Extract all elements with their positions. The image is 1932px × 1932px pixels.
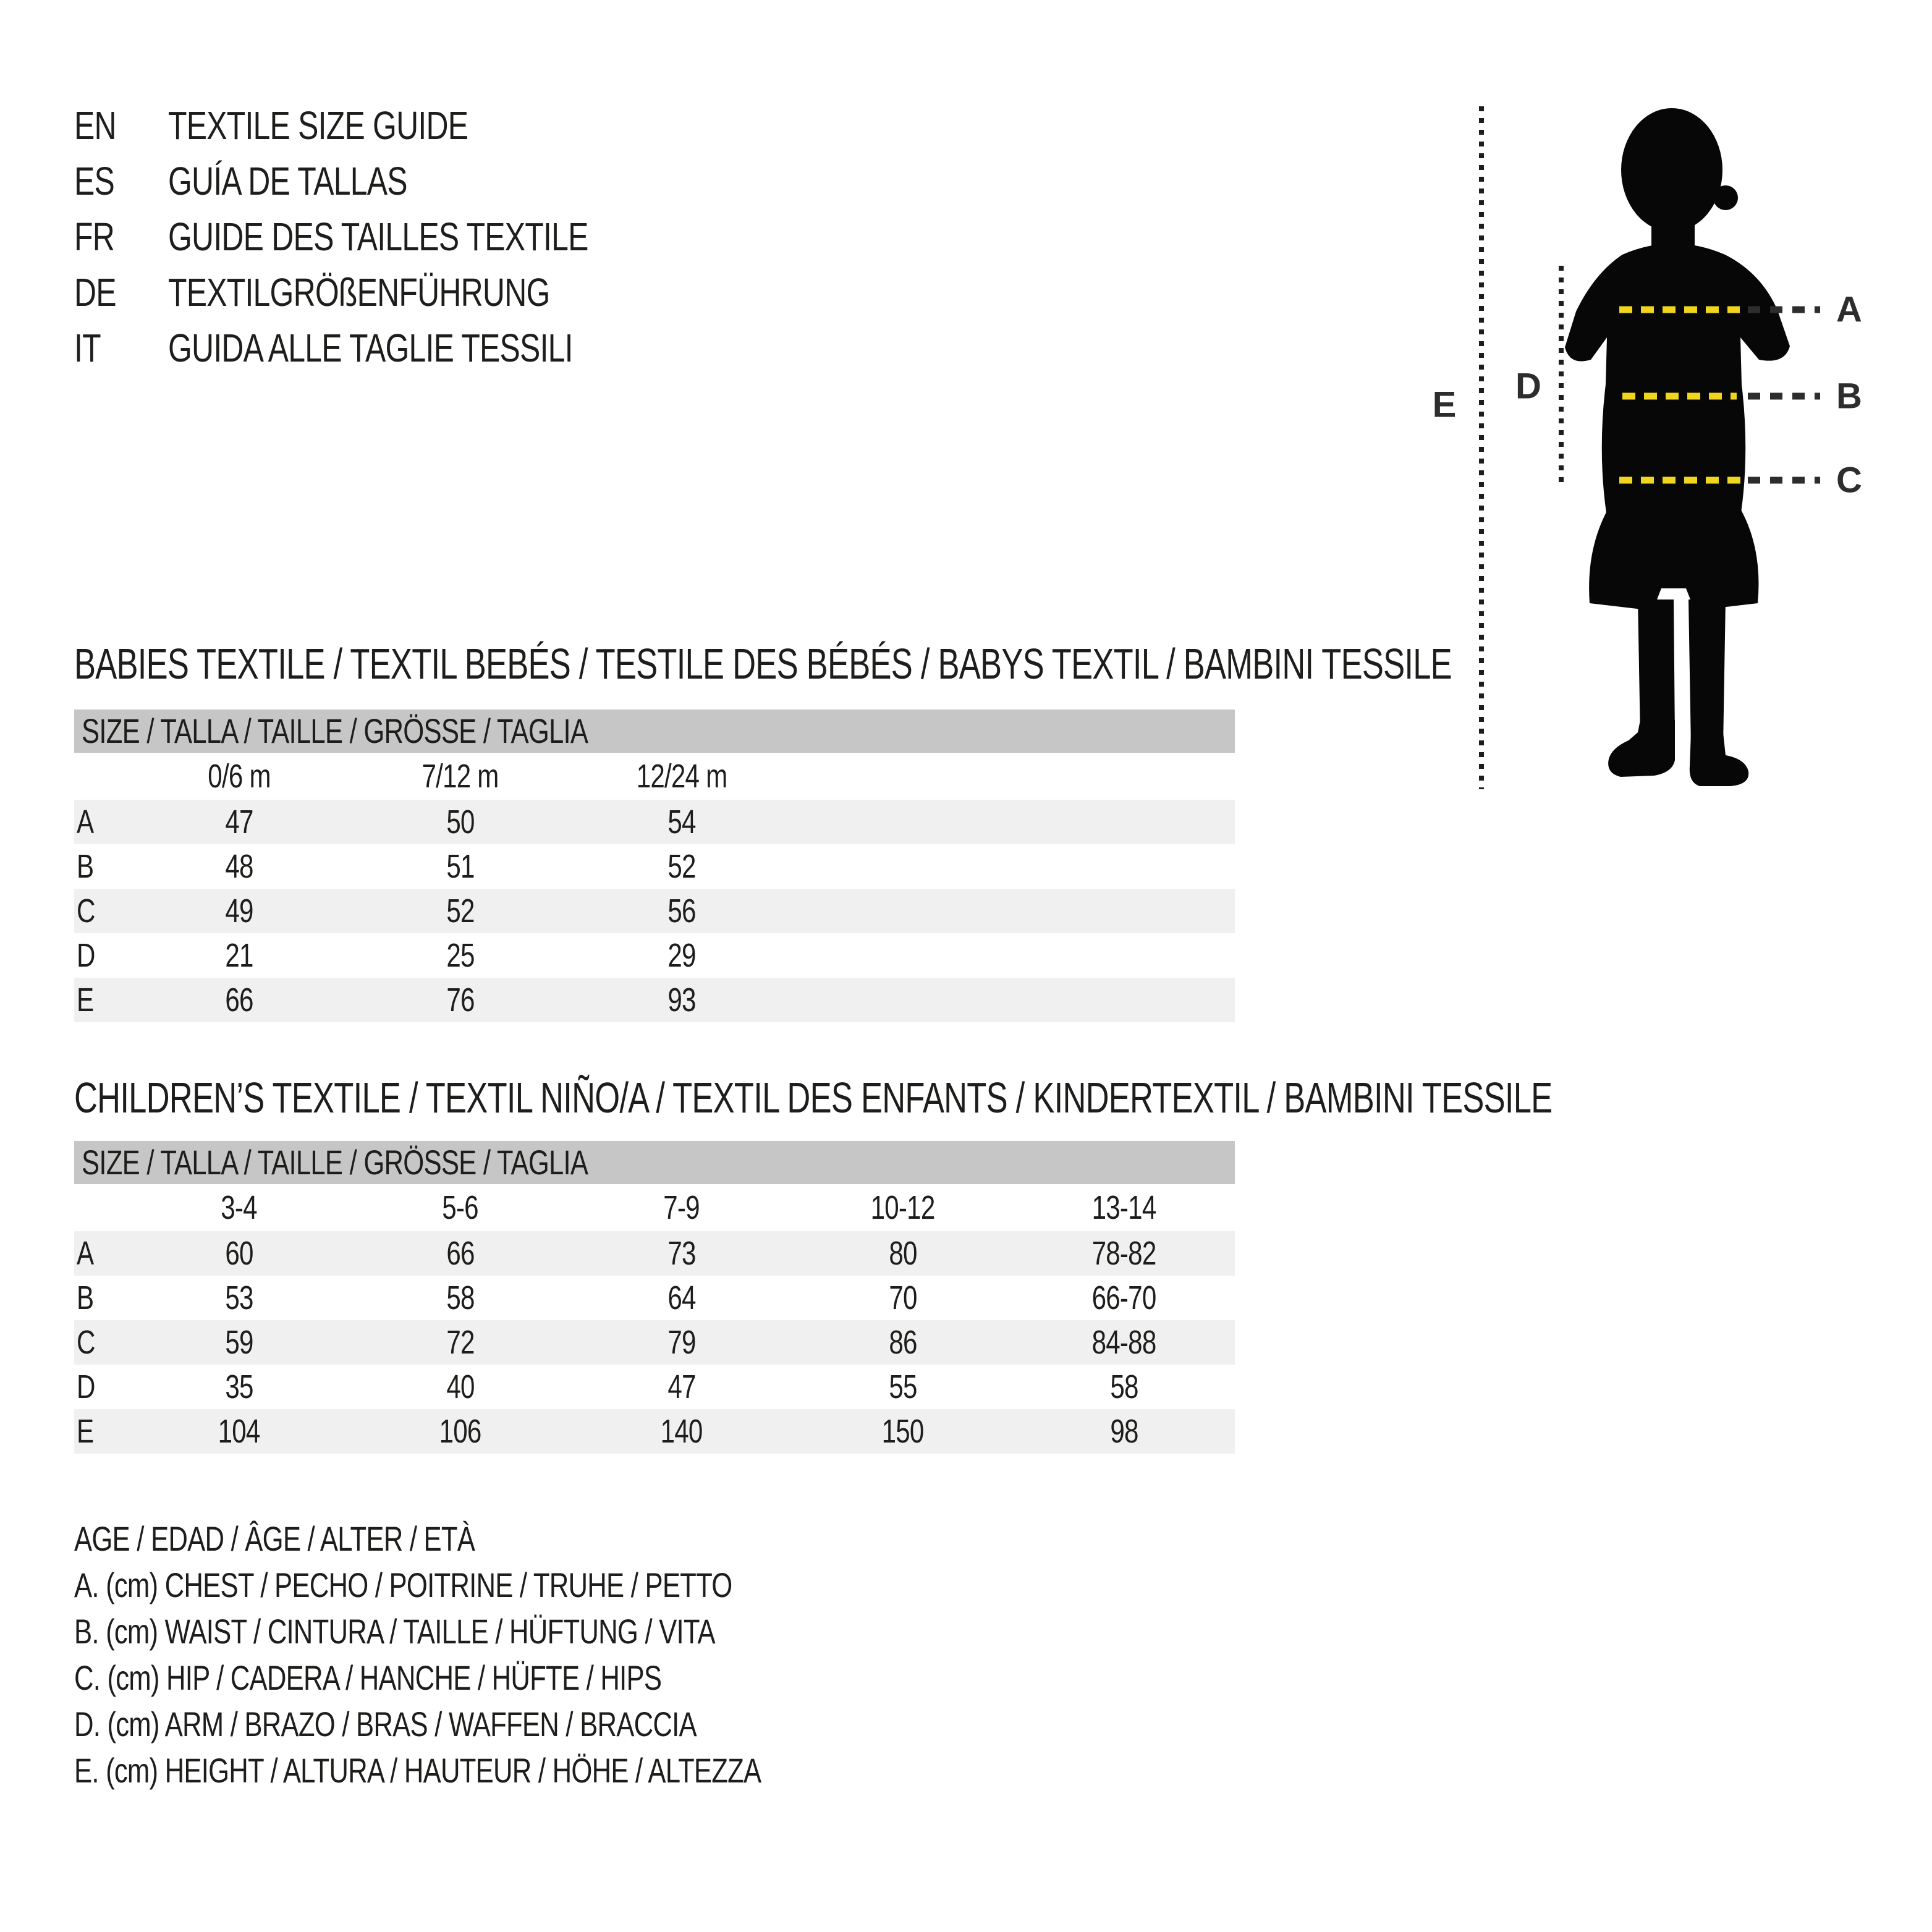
size-value: 21 bbox=[225, 937, 253, 974]
measurement-diagram bbox=[1409, 80, 1932, 1007]
column-header: 0/6 m bbox=[208, 758, 271, 795]
legend-line-hip bbox=[74, 1654, 955, 1701]
legend-line-age bbox=[74, 1515, 955, 1562]
size-value: 58 bbox=[446, 1279, 475, 1316]
size-value: 86 bbox=[889, 1324, 917, 1361]
column-header: 7/12 m bbox=[422, 758, 499, 795]
size-value: 35 bbox=[225, 1368, 253, 1405]
size-value: 40 bbox=[446, 1368, 475, 1405]
legend-text: C. (cm) HIP / CADERA / HANCHE / HÜFTE / HIPS bbox=[74, 1658, 662, 1697]
legend-line-chest bbox=[74, 1562, 955, 1608]
legend-line-height bbox=[74, 1747, 955, 1794]
size-value: 25 bbox=[446, 937, 475, 974]
row-label: B bbox=[77, 848, 94, 885]
babies-size-table bbox=[74, 710, 1235, 1022]
table-row bbox=[74, 978, 1235, 1022]
language-title: GUÍA DE TALLAS bbox=[168, 159, 407, 203]
table-row bbox=[74, 933, 1235, 978]
babies-column-header-row bbox=[74, 753, 1235, 800]
row-label: C bbox=[77, 892, 95, 930]
children-heading-text: CHILDREN’S TEXTILE / TEXTIL NIÑO/A / TEXTIL DES ENFANTS / KINDERTEXTIL / BAMBINI TESSILE bbox=[74, 1074, 1553, 1122]
label-e: E bbox=[1432, 384, 1457, 425]
size-value: 60 bbox=[225, 1235, 253, 1272]
size-value: 47 bbox=[225, 803, 253, 841]
size-value: 52 bbox=[446, 892, 475, 930]
language-row-it bbox=[74, 320, 706, 376]
size-value: 66 bbox=[225, 981, 253, 1019]
language-row-de bbox=[74, 265, 706, 320]
legend-line-waist bbox=[74, 1608, 955, 1654]
size-value: 76 bbox=[446, 981, 475, 1019]
column-header: 5-6 bbox=[442, 1189, 479, 1226]
size-value: 49 bbox=[225, 892, 253, 930]
legend-line-arm bbox=[74, 1701, 955, 1747]
row-label: A bbox=[77, 1235, 94, 1272]
size-value: 70 bbox=[889, 1279, 917, 1316]
table-row bbox=[74, 1365, 1235, 1409]
legend-text: A. (cm) CHEST / PECHO / POITRINE / TRUHE / PETTO bbox=[74, 1566, 732, 1604]
column-header: 7-9 bbox=[663, 1189, 700, 1226]
children-size-table bbox=[74, 1141, 1235, 1454]
babies-table-header-bar bbox=[74, 710, 1235, 753]
size-value: 150 bbox=[882, 1413, 924, 1450]
language-code: FR bbox=[74, 214, 114, 259]
language-row-fr bbox=[74, 209, 706, 265]
size-value: 51 bbox=[446, 848, 475, 885]
language-code: ES bbox=[74, 159, 115, 203]
language-code: DE bbox=[74, 270, 116, 315]
babies-heading-text: BABIES TEXTILE / TEXTIL BEBÉS / TESTILE DES BÉBÉS / BABYS TEXTIL / BAMBINI TESSILE bbox=[74, 640, 1452, 688]
language-title: GUIDE DES TAILLES TEXTILE bbox=[168, 214, 588, 259]
language-code: EN bbox=[74, 103, 116, 148]
label-d: D bbox=[1515, 366, 1541, 407]
table-row bbox=[74, 1320, 1235, 1365]
size-value: 53 bbox=[225, 1279, 253, 1316]
children-table-header-bar bbox=[74, 1141, 1235, 1184]
column-header: 12/24 m bbox=[636, 758, 727, 795]
size-value: 84-88 bbox=[1092, 1324, 1156, 1361]
language-row-en bbox=[74, 98, 706, 153]
label-c: C bbox=[1836, 460, 1862, 501]
legend-text: E. (cm) HEIGHT / ALTURA / HAUTEUR / HÖHE / ALTEZZA bbox=[74, 1751, 761, 1790]
size-value: 55 bbox=[889, 1368, 917, 1405]
label-b: B bbox=[1836, 376, 1862, 417]
language-title: GUIDA ALLE TAGLIE TESSILI bbox=[168, 326, 573, 370]
row-label: E bbox=[77, 1413, 94, 1450]
measurement-legend bbox=[74, 1515, 955, 1794]
size-value: 73 bbox=[667, 1235, 696, 1272]
label-a: A bbox=[1836, 289, 1862, 330]
children-section-heading bbox=[74, 1074, 1932, 1121]
size-value: 78-82 bbox=[1092, 1235, 1156, 1272]
size-value: 54 bbox=[667, 803, 696, 841]
row-label: B bbox=[77, 1279, 94, 1316]
table-row bbox=[74, 800, 1235, 844]
column-header: 10-12 bbox=[871, 1189, 935, 1226]
table-row bbox=[74, 1231, 1235, 1276]
row-label: C bbox=[77, 1324, 95, 1361]
size-value: 66 bbox=[446, 1235, 475, 1272]
column-header: 13-14 bbox=[1092, 1189, 1156, 1226]
language-row-es bbox=[74, 153, 706, 209]
size-value: 80 bbox=[889, 1235, 917, 1272]
table-row bbox=[74, 889, 1235, 933]
size-value: 58 bbox=[1110, 1368, 1138, 1405]
size-value: 98 bbox=[1110, 1413, 1138, 1450]
size-value: 47 bbox=[667, 1368, 696, 1405]
column-header: 3-4 bbox=[221, 1189, 258, 1226]
size-value: 52 bbox=[667, 848, 696, 885]
size-value: 64 bbox=[667, 1279, 696, 1316]
size-value: 79 bbox=[667, 1324, 696, 1361]
size-header-text: SIZE / TALLA / TAILLE / GRÖSSE / TAGLIA bbox=[82, 711, 588, 750]
size-value: 106 bbox=[439, 1413, 481, 1450]
language-title: TEXTILE SIZE GUIDE bbox=[168, 103, 468, 148]
table-row bbox=[74, 1409, 1235, 1454]
language-list bbox=[74, 98, 706, 376]
legend-text: AGE / EDAD / ÂGE / ALTER / ETÀ bbox=[74, 1519, 475, 1558]
babies-section-heading bbox=[74, 640, 1911, 687]
size-value: 48 bbox=[225, 848, 253, 885]
row-label: D bbox=[77, 1368, 95, 1405]
size-value: 66-70 bbox=[1092, 1279, 1156, 1316]
row-label: D bbox=[77, 937, 95, 974]
size-header-text: SIZE / TALLA / TAILLE / GRÖSSE / TAGLIA bbox=[82, 1143, 588, 1182]
row-label: A bbox=[77, 803, 94, 841]
language-title: TEXTILGRÖßENFÜHRUNG bbox=[168, 270, 550, 315]
children-column-header-row bbox=[74, 1184, 1235, 1231]
size-value: 93 bbox=[667, 981, 696, 1019]
size-value: 104 bbox=[218, 1413, 260, 1450]
size-value: 50 bbox=[446, 803, 475, 841]
language-code: IT bbox=[74, 326, 101, 370]
row-label: E bbox=[77, 981, 94, 1019]
size-value: 29 bbox=[667, 937, 696, 974]
table-row bbox=[74, 844, 1235, 889]
size-value: 72 bbox=[446, 1324, 475, 1361]
legend-text: B. (cm) WAIST / CINTURA / TAILLE / HÜFTUNG / VITA bbox=[74, 1612, 715, 1651]
size-value: 56 bbox=[667, 892, 696, 930]
size-value: 140 bbox=[661, 1413, 703, 1450]
size-value: 59 bbox=[225, 1324, 253, 1361]
table-row bbox=[74, 1276, 1235, 1320]
legend-text: D. (cm) ARM / BRAZO / BRAS / WAFFEN / BRACCIA bbox=[74, 1705, 697, 1743]
